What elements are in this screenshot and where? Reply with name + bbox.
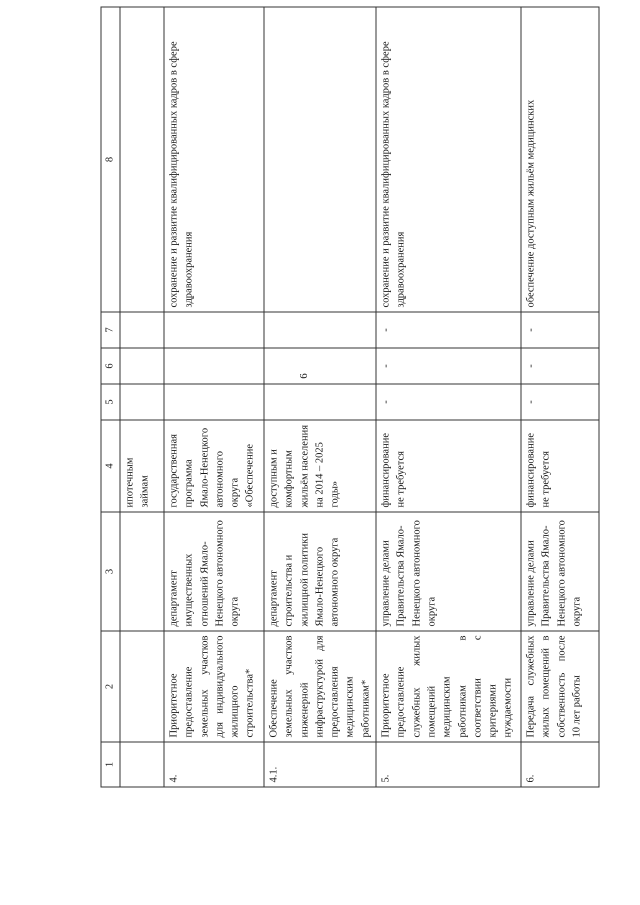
header-cell: 7 xyxy=(101,312,120,348)
financing-source: финансирование не требуется xyxy=(376,420,521,512)
financing-source: финансирование не требуется xyxy=(521,420,599,512)
col7-value: - xyxy=(376,312,521,348)
row-number: 4.1. xyxy=(264,742,376,787)
header-cell: 4 xyxy=(101,420,120,512)
table-row xyxy=(164,7,264,787)
header-cell: 5 xyxy=(101,384,120,420)
responsible-executor: департамент строительства и жилищной политики Ямало-Ненецкого автономного округа xyxy=(264,512,376,631)
col5-value xyxy=(164,384,264,420)
row-number: 5. xyxy=(376,742,521,787)
col5-value: - xyxy=(521,384,599,420)
col6-value: - xyxy=(521,348,599,384)
col5-value: - xyxy=(376,384,521,420)
header-cell: 1 xyxy=(101,742,120,787)
col6-value xyxy=(164,348,264,384)
expected-result: обеспечение доступным жильём медицинских xyxy=(521,7,599,312)
col6-value: - xyxy=(376,348,521,384)
row-number: 4. xyxy=(164,742,264,787)
financing-source: доступным и комфортным жильём населения на 2014 – 2025 годы» xyxy=(264,420,376,512)
expected-result: сохранение и развитие квалифицированных кадров в сфере здравоохранения xyxy=(376,7,521,312)
measure-name: Приоритетное предоставление служебных жилых помещений медицинским работникам в соответствии с критериями нуждаемости xyxy=(376,631,521,742)
responsible-executor: управление делами Правительства Ямало-Ненецкого автономного округа xyxy=(521,512,599,631)
expected-result xyxy=(264,7,376,312)
page-number: 6 xyxy=(298,373,310,379)
responsible-executor: департамент имущественных отношений Ямало-Ненецкого автономного округа xyxy=(164,512,264,631)
responsible-executor xyxy=(120,512,164,631)
col7-value xyxy=(264,312,376,348)
measure-name: Передача служебных жилых помещений в собственность после 10 лет работы xyxy=(521,631,599,742)
header-row xyxy=(101,7,120,787)
table-row xyxy=(376,7,521,787)
row-number: 6. xyxy=(521,742,599,787)
measure-name: Приоритетное предоставление земельных участков для индивидуального жилищного строительства* xyxy=(164,631,264,742)
measure-name xyxy=(120,631,164,742)
col5-value xyxy=(264,384,376,420)
row-number xyxy=(120,742,164,787)
col7-value xyxy=(120,312,164,348)
responsible-executor: управление делами Правительства Ямало-Ненецкого автономного округа xyxy=(376,512,521,631)
financing-source: ипотечным займам xyxy=(120,420,164,512)
col6-value xyxy=(120,348,164,384)
header-cell: 3 xyxy=(101,512,120,631)
col7-value: - xyxy=(521,312,599,348)
header-cell: 2 xyxy=(101,631,120,742)
col5-value xyxy=(120,384,164,420)
measure-name: Обеспечение земельных участков инженерной инфраструктурой для предоставления медицинским работникам* xyxy=(264,631,376,742)
table-row xyxy=(521,7,599,787)
measures-table xyxy=(101,7,600,788)
expected-result xyxy=(120,7,164,312)
header-cell: 6 xyxy=(101,348,120,384)
header-cell: 8 xyxy=(101,7,120,312)
financing-source: государственная программа Ямало-Ненецкого автономного округа «Обеспечение xyxy=(164,420,264,512)
col6-value xyxy=(264,348,376,384)
col7-value xyxy=(164,312,264,348)
expected-result: сохранение и развитие квалифицированных кадров в сфере здравоохранения xyxy=(164,7,264,312)
table-row xyxy=(120,7,164,787)
table-row xyxy=(264,7,376,787)
